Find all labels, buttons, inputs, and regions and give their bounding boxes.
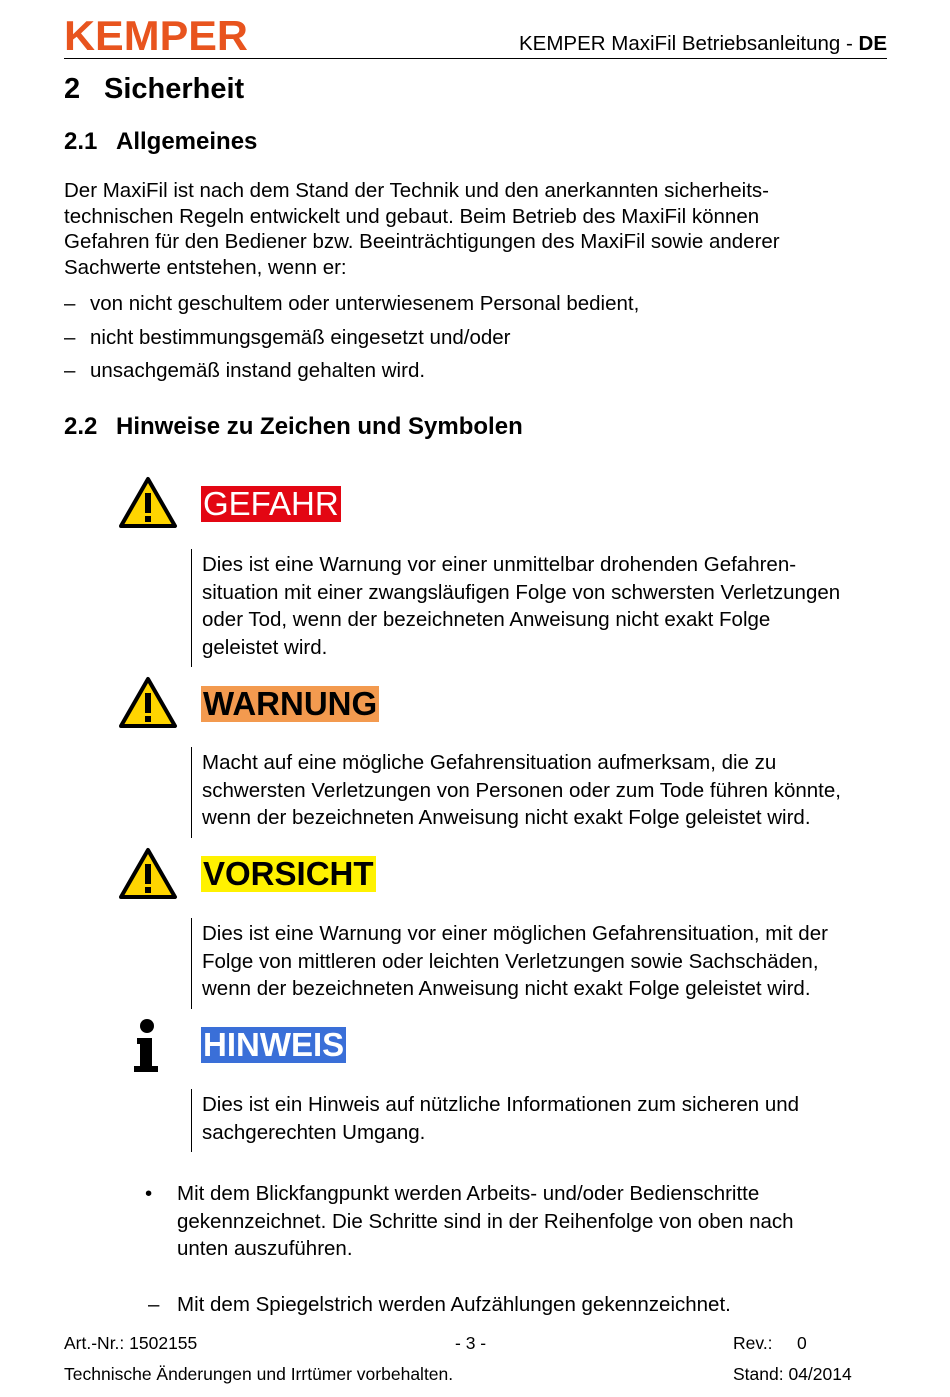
list-item: – unsachgemäß instand gehalten wird.: [64, 359, 426, 382]
list-item: – nicht bestimmungsgemäß eingesetzt und/oder: [64, 325, 511, 349]
hazard-conditions-list: [64, 291, 639, 392]
footer-stand-date: Stand: 04/2014: [733, 1364, 852, 1384]
dash-icon: –: [148, 1293, 160, 1316]
subsection-heading-general: 2.1 Allgemeines: [64, 128, 258, 155]
info-icon: [130, 1018, 164, 1074]
signal-word-vorsicht: VORSICHT: [203, 855, 374, 892]
signal-word-warnung: WARNUNG: [203, 685, 378, 722]
section-heading: 2 Sicherheit: [64, 73, 245, 105]
subsection-heading-symbols: 2.2 Hinweise zu Zeichen und Symbolen: [64, 413, 523, 440]
signal-word-gefahr: GEFAHR: [203, 485, 339, 522]
bullet-icon: •: [145, 1182, 153, 1205]
footer-revision-label: Rev.:: [733, 1333, 773, 1353]
header-divider: [64, 58, 887, 59]
warning-triangle-icon: [118, 676, 178, 730]
warning-triangle-icon: [118, 476, 178, 530]
language-code: DE: [858, 32, 887, 55]
warnung-description: Macht auf eine mögliche Gefahrensituation aufmerksam, die zu schwersten Verletzungen von Personen oder zum Tode führen könnte, wenn der bezeichneten Anweisung nicht exakt Folge geleistet wird.: [191, 747, 902, 838]
signal-word-hinweis: HINWEIS: [203, 1026, 345, 1063]
gefahr-description: Dies ist eine Warnung vor einer unmittelbar drohenden Gefahren- situation mit einer zwangsläufigen Folge von schwersten Verletzungen oder Tod, wenn der bezeichneten Anweisung nicht exakt Folge geleistet wird.: [191, 549, 902, 667]
hinweis-description: Dies ist ein Hinweis auf nützliche Informationen zum sicheren und sachgerechten Umgang.: [191, 1089, 902, 1152]
footer-disclaimer: Technische Änderungen und Irrtümer vorbehalten.: [64, 1364, 454, 1384]
document-title: KEMPER MaxiFil Betriebsanleitung - DE: [519, 32, 887, 55]
footer-revision-value: 0: [797, 1333, 807, 1353]
logo-text: KEMPER: [64, 16, 248, 56]
warning-triangle-icon: [118, 847, 178, 901]
intro-paragraph: Der MaxiFil ist nach dem Stand der Technik und den anerkannten sicherheits- technischen Regeln entwickelt und gebaut. Beim Betrieb des MaxiFil können Gefahren für den Bediener bzw. Beeinträchtigungen des MaxiFil sowie anderer Sachwerte entstehen, wenn er:: [64, 179, 780, 279]
vorsicht-description: Dies ist eine Warnung vor einer möglichen Gefahrensituation, mit der Folge von mittleren oder leichten Verletzungen sowie Sachschäden, wenn der bezeichneten Anweisung nicht exakt Folge geleistet wird.: [191, 918, 902, 1009]
footer-article-number: Art.-Nr.: 1502155: [64, 1333, 198, 1353]
list-item: – von nicht geschultem oder unterwiesenem Personal bedient,: [64, 292, 640, 315]
footer-page-number: - 3 -: [455, 1333, 487, 1353]
kemper-logo: [64, 16, 250, 56]
